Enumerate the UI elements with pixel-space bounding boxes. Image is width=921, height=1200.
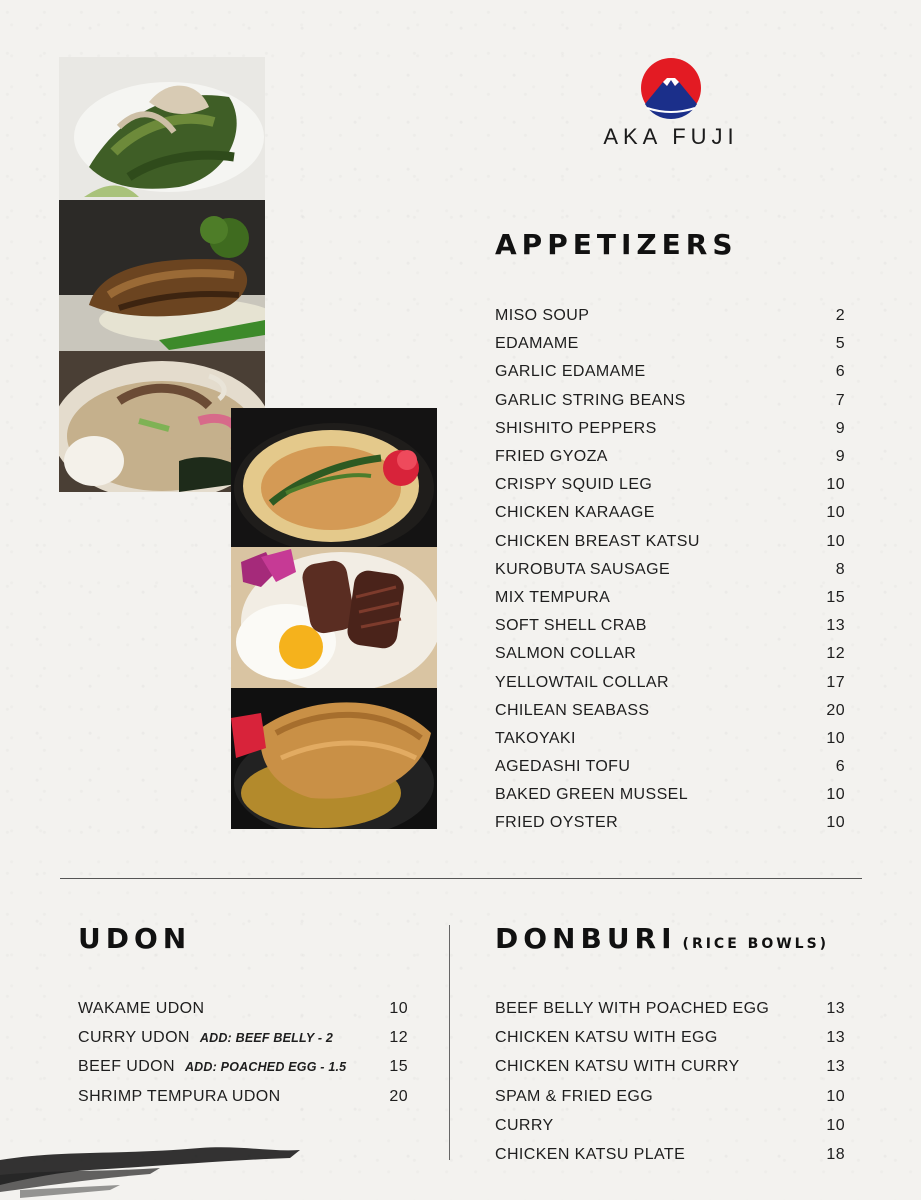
item-price: 9 (835, 448, 845, 466)
item-name-group (495, 674, 669, 692)
item-name-group (495, 335, 579, 353)
item-price: 2 (835, 307, 845, 325)
item-name-group (78, 1058, 346, 1076)
donburi-title: DONBURI (495, 922, 677, 955)
item-name: BEEF UDON (78, 1058, 175, 1076)
item-name-group (495, 1088, 653, 1106)
item-name: FRIED OYSTER (495, 814, 619, 832)
menu-item (78, 1082, 408, 1111)
menu-item (495, 753, 845, 781)
menu-item (495, 612, 845, 640)
item-price: 10 (826, 729, 845, 747)
menu-item (495, 499, 845, 527)
item-name-group (495, 617, 647, 635)
menu-item (495, 584, 845, 612)
item-price: 8 (835, 560, 845, 578)
item-price: 20 (826, 701, 845, 719)
grilled-fish-photo (59, 200, 265, 351)
item-name-group (495, 589, 610, 607)
item-name: WAKAME UDON (78, 999, 205, 1017)
item-name-group (78, 1029, 333, 1047)
item-name: CHICKEN KATSU PLATE (495, 1146, 686, 1164)
item-price: 9 (835, 419, 845, 437)
menu-item (78, 1023, 408, 1052)
menu-item (78, 994, 408, 1023)
item-price: 10 (826, 476, 845, 494)
baked-rice-photo (231, 408, 437, 547)
shishito-peppers-photo (59, 57, 265, 200)
item-name: TAKOYAKI (495, 729, 576, 747)
item-name: CHICKEN KATSU WITH CURRY (495, 1058, 740, 1076)
item-price: 15 (389, 1058, 408, 1076)
menu-item (495, 1140, 845, 1169)
item-addon: ADD: POACHED EGG - 1.5 (184, 1060, 347, 1075)
item-price: 7 (835, 391, 845, 409)
item-name-group (495, 645, 636, 663)
item-name-group (495, 392, 686, 410)
menu-item (495, 640, 845, 668)
item-price: 12 (389, 1028, 408, 1046)
item-name-group (495, 1000, 769, 1018)
menu-item (495, 387, 845, 415)
item-name: CHICKEN KARAAGE (495, 504, 655, 522)
item-name-group (495, 533, 700, 551)
item-name-group (495, 786, 688, 804)
item-name-group (495, 730, 576, 748)
item-name-group (495, 448, 608, 466)
item-price: 13 (826, 617, 845, 635)
item-name: SHRIMP TEMPURA UDON (78, 1087, 281, 1105)
item-name: FRIED GYOZA (495, 448, 608, 466)
egg-and-meat-bowl-photo (231, 547, 437, 688)
item-price: 10 (826, 814, 845, 832)
item-name-group (495, 307, 589, 325)
appetizers-heading: APPETIZERS (495, 228, 738, 261)
item-name: YELLOWTAIL COLLAR (495, 673, 669, 691)
menu-item (495, 697, 845, 725)
menu-item (495, 302, 845, 330)
menu-item (495, 668, 845, 696)
item-name-group (495, 758, 630, 776)
item-name-group (495, 561, 670, 579)
item-name-group (495, 1146, 685, 1164)
item-price: 10 (389, 999, 408, 1017)
column-divider (449, 925, 450, 1160)
item-name: MIX TEMPURA (495, 588, 611, 606)
item-price: 13 (826, 999, 845, 1017)
item-name: CHILEAN SEABASS (495, 701, 650, 719)
udon-list (78, 994, 408, 1111)
item-name-group (495, 476, 652, 494)
item-name: GARLIC STRING BEANS (495, 391, 686, 409)
item-name: CURRY (495, 1116, 554, 1134)
item-name: CHICKEN KATSU WITH EGG (495, 1028, 718, 1046)
item-price: 13 (826, 1058, 845, 1076)
item-price: 5 (835, 335, 845, 353)
menu-item (495, 1053, 845, 1082)
brand-name: AKA FUJI (603, 124, 739, 149)
item-name: MISO SOUP (495, 307, 590, 325)
mount-fuji-logo-icon (639, 56, 703, 120)
item-price: 10 (826, 532, 845, 550)
appetizers-list (495, 302, 845, 838)
item-name-group (78, 1000, 204, 1018)
item-price: 10 (826, 786, 845, 804)
item-name-group (495, 504, 655, 522)
item-name-group (495, 1117, 554, 1135)
menu-item (495, 809, 845, 837)
item-name-group (495, 702, 650, 720)
item-price: 10 (826, 1087, 845, 1105)
menu-item (78, 1053, 408, 1082)
item-name-group (495, 1029, 718, 1047)
menu-item (495, 1111, 845, 1140)
item-name-group (495, 363, 646, 381)
item-name: SPAM & FRIED EGG (495, 1087, 654, 1105)
donburi-list (495, 994, 845, 1170)
item-price: 13 (826, 1028, 845, 1046)
item-name: BAKED GREEN MUSSEL (495, 786, 689, 804)
item-name-group (495, 420, 657, 438)
item-name: BEEF BELLY WITH POACHED EGG (495, 999, 770, 1017)
ink-brush-decoration (0, 1130, 300, 1200)
menu-item (495, 556, 845, 584)
item-name: CHICKEN BREAST KATSU (495, 532, 700, 550)
item-name: SOFT SHELL CRAB (495, 617, 647, 635)
menu-item (495, 528, 845, 556)
item-price: 20 (389, 1087, 408, 1105)
donburi-heading (495, 922, 829, 955)
donburi-subtitle: (RICE BOWLS) (682, 936, 830, 952)
item-name: SHISHITO PEPPERS (495, 419, 657, 437)
item-price: 6 (835, 758, 845, 776)
item-price: 10 (826, 504, 845, 522)
item-name: AGEDASHI TOFU (495, 758, 631, 776)
section-divider (60, 878, 862, 879)
menu-item (495, 415, 845, 443)
katsu-curry-photo (231, 688, 437, 829)
item-name-group (495, 1058, 740, 1076)
item-price: 15 (826, 588, 845, 606)
item-name: EDAMAME (495, 335, 579, 353)
udon-heading: UDON (78, 922, 192, 955)
item-addon: ADD: BEEF BELLY - 2 (199, 1030, 334, 1045)
item-name: CRISPY SQUID LEG (495, 476, 653, 494)
item-name: CURRY UDON (78, 1028, 190, 1046)
menu-item (495, 725, 845, 753)
menu-item (495, 443, 845, 471)
item-name-group (495, 814, 618, 832)
menu-item (495, 1082, 845, 1111)
menu-item (495, 330, 845, 358)
item-name-group (78, 1088, 281, 1106)
item-price: 17 (826, 673, 845, 691)
menu-item (495, 1023, 845, 1052)
item-name: KUROBUTA SAUSAGE (495, 560, 671, 578)
item-name: GARLIC EDAMAME (495, 363, 646, 381)
menu-item (495, 358, 845, 386)
menu-item (495, 781, 845, 809)
item-price: 10 (826, 1116, 845, 1134)
menu-item (495, 471, 845, 499)
menu-item (495, 994, 845, 1023)
item-name: SALMON COLLAR (495, 645, 637, 663)
item-price: 12 (826, 645, 845, 663)
item-price: 6 (835, 363, 845, 381)
item-price: 18 (826, 1146, 845, 1164)
aka-fuji-logo (566, 56, 776, 150)
